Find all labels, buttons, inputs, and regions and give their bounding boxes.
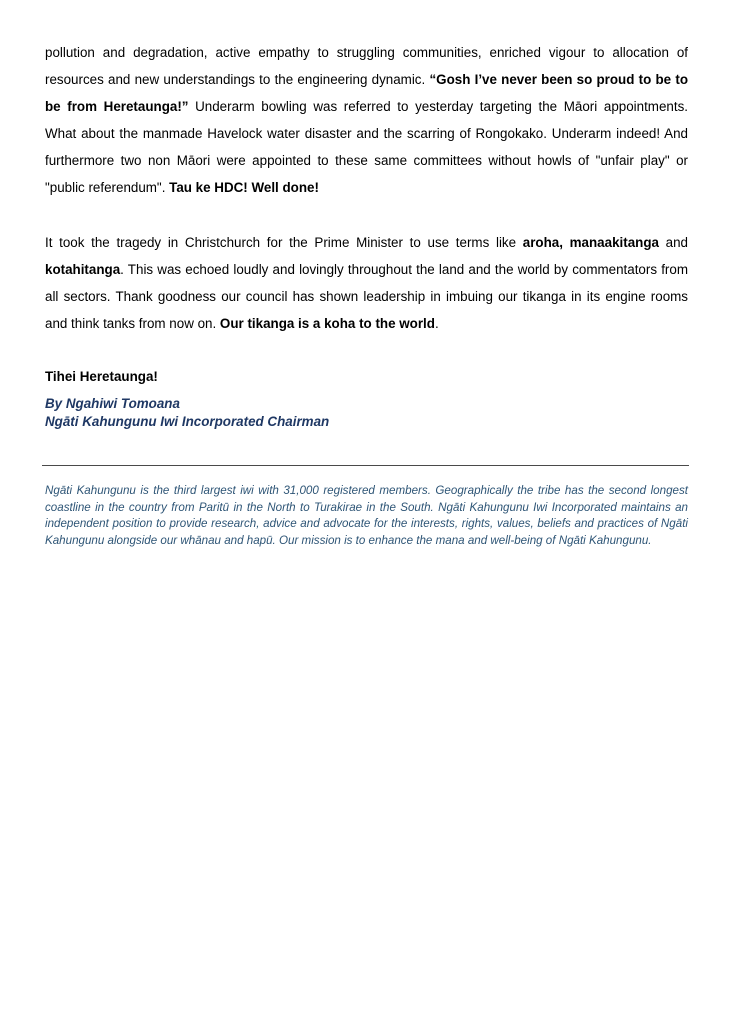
paragraph-1-text-a: pollution and degradation, active empathy to struggling communities, enriched vigour to allocation of resources and new understandings to the engineering dynamic.	[45, 45, 688, 87]
paragraph-1-bold-exclamation: Tau ke HDC! Well done!	[169, 180, 319, 195]
paragraph-2-bold-terms: aroha, manaakitanga	[522, 235, 659, 250]
closing-line: Tihei Heretaunga!	[45, 369, 158, 384]
paragraph-1-bold-quote: “Gosh I’ve never been so proud to be to be from Heretaunga!”	[45, 72, 689, 114]
paragraph-2-bold-term: kotahitanga	[45, 262, 121, 277]
body-paragraph-2	[45, 229, 688, 337]
paragraph-2-text-a: It took the tragedy in Christchurch for the Prime Minister to use terms like	[45, 235, 523, 250]
body-paragraph-1	[45, 39, 688, 201]
paragraph-2-bold-statement: Our tikanga is a koha to the world	[219, 316, 435, 331]
signature-title: Ngāti Kahungunu Iwi Incorporated Chairman	[45, 414, 330, 429]
paragraph-1-text-b: Underarm bowling was referred to yesterday targeting the Māori appointments. What about the manmade Havelock water disaster and the scarring of Rongokako. Underarm indeed! And furthermore two non Māori were appointed to these same committees without howls of "unfair play" or "public referendum".	[45, 99, 688, 195]
paragraph-2-text-b: and	[658, 235, 689, 250]
about-organisation: Ngāti Kahungunu is the third largest iwi with 31,000 registered members. Geographically the tribe has the second longest coastline in the country from Paritū in the North to Turakirae in the South. Ngāti Kahungunu Iwi Incorporated maintains an independent position to provide research, advice and advocate for the interests, rights, values, beliefs and practices of Ngāti Kahungunu alongside our whānau and hapū. Our mission is to enhance the mana and well-being of Ngāti Kahungunu.	[45, 484, 688, 547]
paragraph-2-text-d: .	[434, 316, 439, 331]
paragraph-2-text-c: . This was echoed loudly and lovingly throughout the land and the world by commentators from all sectors. Thank goodness our council has shown leadership in imbuing our tikanga in its engine rooms and think tanks from now on.	[45, 262, 688, 331]
signature-author: By Ngahiwi Tomoana	[45, 396, 180, 411]
horizontal-divider	[42, 465, 689, 466]
